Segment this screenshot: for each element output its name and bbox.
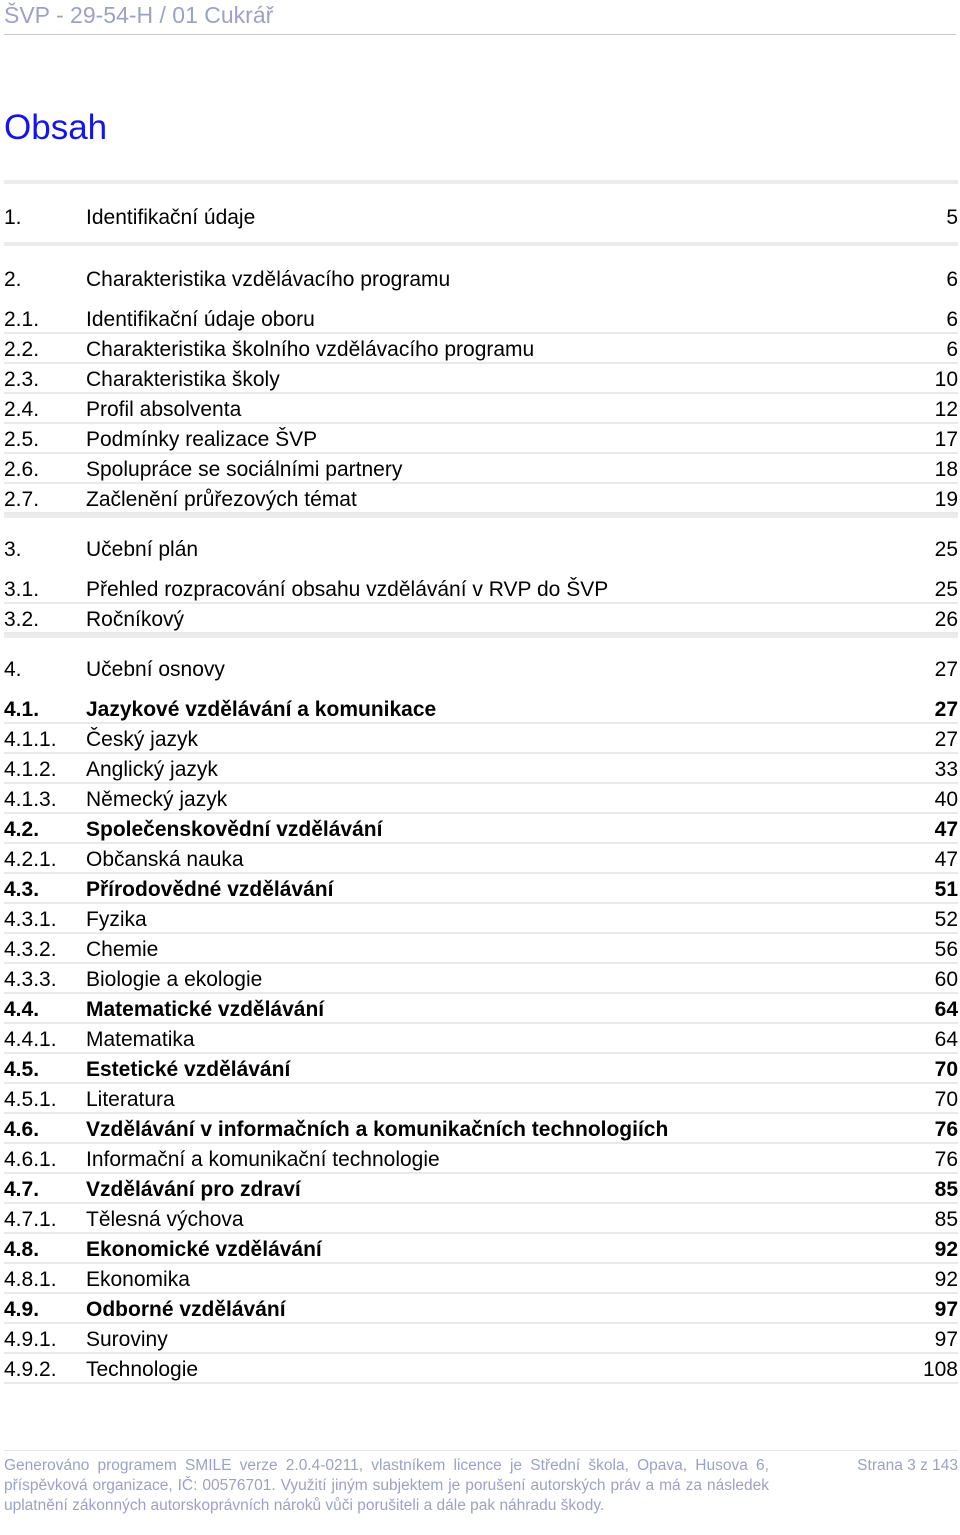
toc-entry[interactable] <box>4 1264 958 1294</box>
toc-entry[interactable] <box>4 242 958 304</box>
toc-entry-page: 6 <box>946 338 958 361</box>
footer-divider <box>4 1450 958 1451</box>
toc-entry-page: 76 <box>934 1118 958 1141</box>
toc-entry-number: 4.2.1. <box>4 848 57 871</box>
toc-entry-page: 51 <box>934 878 958 901</box>
toc-entry-title: Jazykové vzdělávání a komunikace <box>86 698 437 721</box>
toc-entry[interactable] <box>4 694 958 724</box>
toc-entry-number: 3.1. <box>4 578 40 601</box>
toc-entry[interactable] <box>4 1324 958 1354</box>
toc-entry-page: 25 <box>934 538 958 561</box>
toc-entry-page: 52 <box>934 908 958 931</box>
toc-entry-number: 4.9.2. <box>4 1358 57 1381</box>
toc-entry-title: Ročníkový <box>86 608 185 631</box>
toc-entry[interactable] <box>4 844 958 874</box>
toc-entry-number: 4.7.1. <box>4 1208 57 1231</box>
toc-entry-number: 4.9. <box>4 1298 40 1321</box>
toc-entry-number: 4.8. <box>4 1238 40 1261</box>
toc-entry-page: 6 <box>946 268 958 291</box>
toc-entry[interactable] <box>4 1234 958 1264</box>
toc-entry-title: Učební osnovy <box>86 658 225 681</box>
toc-entry-title: Občanská nauka <box>86 848 244 871</box>
toc-entry[interactable] <box>4 874 958 904</box>
toc-entry-title: Spolupráce se sociálními partnery <box>86 458 403 481</box>
toc-entry-number: 2.2. <box>4 338 40 361</box>
toc-entry-page: 85 <box>934 1178 958 1201</box>
footer-page-number: Strana 3 z 143 <box>857 1457 958 1474</box>
toc-entry-title: Chemie <box>86 938 159 961</box>
table-of-contents <box>4 180 958 1384</box>
toc-entry-number: 4.3.1. <box>4 908 57 931</box>
toc-entry-title: Identifikační údaje oboru <box>86 308 315 331</box>
toc-entry-title: Charakteristika školního vzdělávacího programu <box>86 338 535 361</box>
toc-entry-title: Společenskovědní vzdělávání <box>86 818 383 841</box>
toc-entry-number: 4. <box>4 658 22 681</box>
toc-entry-title: Matematické vzdělávání <box>86 998 325 1021</box>
toc-entry-number: 3.2. <box>4 608 40 631</box>
toc-entry-title: Ekonomika <box>86 1268 190 1291</box>
toc-entry[interactable] <box>4 454 958 484</box>
toc-entry-page: 47 <box>934 818 958 841</box>
toc-entry[interactable] <box>4 180 958 242</box>
toc-entry[interactable] <box>4 1294 958 1324</box>
toc-entry-number: 4.1.2. <box>4 758 57 781</box>
toc-entry-page: 27 <box>934 658 958 681</box>
toc-entry-page: 25 <box>934 578 958 601</box>
toc-entry[interactable] <box>4 784 958 814</box>
footer-license-text: Generováno programem SMILE verze 2.0.4-0211, vlastníkem licence je Střední škola, Opava, Husova 6, příspěvková organizace, IČ: 00576701. Využití jiným subjektem je porušení autorských práv a má za následek uplatnění zákonných autorskoprávních nároků vůči porušiteli a dále pak náhradu škody. <box>4 1457 769 1514</box>
toc-entry-title: Podmínky realizace ŠVP <box>86 428 318 451</box>
toc-entry[interactable] <box>4 424 958 454</box>
toc-entry-title: Literatura <box>86 1088 175 1111</box>
toc-entry-number: 2.5. <box>4 428 40 451</box>
header-divider <box>4 34 956 35</box>
toc-entry-title: Charakteristika školy <box>86 368 280 391</box>
toc-entry-title: Německý jazyk <box>86 788 228 811</box>
toc-entry-title: Technologie <box>86 1358 199 1381</box>
toc-entry-page: 70 <box>934 1088 958 1111</box>
toc-entry-title: Identifikační údaje <box>86 206 256 229</box>
toc-entry-number: 4.4. <box>4 998 40 1021</box>
toc-entry-page: 76 <box>934 1148 958 1171</box>
toc-entry[interactable] <box>4 1144 958 1174</box>
toc-entry-title: Fyzika <box>86 908 147 931</box>
toc-entry-page: 56 <box>934 938 958 961</box>
toc-entry-number: 2.1. <box>4 308 40 331</box>
toc-entry-title: Český jazyk <box>86 728 199 751</box>
toc-entry[interactable] <box>4 754 958 784</box>
toc-entry-page: 97 <box>934 1328 958 1351</box>
toc-entry-title: Přehled rozpracování obsahu vzdělávání v RVP do ŠVP <box>86 578 609 601</box>
toc-entry[interactable] <box>4 964 958 994</box>
toc-entry-number: 2.4. <box>4 398 40 421</box>
toc-entry[interactable] <box>4 814 958 844</box>
toc-entry[interactable] <box>4 334 958 364</box>
toc-entry-title: Tělesná výchova <box>86 1208 244 1231</box>
toc-entry-number: 2.3. <box>4 368 40 391</box>
toc-entry-number: 2.7. <box>4 488 40 511</box>
toc-entry-number: 4.1. <box>4 698 40 721</box>
toc-entry-number: 4.4.1. <box>4 1028 57 1051</box>
toc-entry-page: 27 <box>934 728 958 751</box>
toc-entry-title: Odborné vzdělávání <box>86 1298 286 1321</box>
toc-entry[interactable] <box>4 1054 958 1084</box>
toc-entry[interactable] <box>4 994 958 1024</box>
toc-entry-number: 4.5.1. <box>4 1088 57 1111</box>
toc-entry-number: 4.1.3. <box>4 788 57 811</box>
toc-entry[interactable] <box>4 934 958 964</box>
toc-entry-title: Charakteristika vzdělávacího programu <box>86 268 451 291</box>
toc-entry-number: 3. <box>4 538 22 561</box>
toc-entry-number: 4.9.1. <box>4 1328 57 1351</box>
toc-entry[interactable] <box>4 364 958 394</box>
toc-entry-title: Suroviny <box>86 1328 168 1351</box>
toc-entry-number: 4.2. <box>4 818 40 841</box>
toc-entry-page: 27 <box>934 698 958 721</box>
page-footer <box>4 1456 958 1516</box>
toc-entry-title: Informační a komunikační technologie <box>86 1148 440 1171</box>
toc-entry-title: Ekonomické vzdělávání <box>86 1238 322 1261</box>
toc-entry[interactable] <box>4 304 958 334</box>
toc-entry-number: 4.1.1. <box>4 728 57 751</box>
toc-entry-title: Biologie a ekologie <box>86 968 263 991</box>
toc-entry-number: 2. <box>4 268 22 291</box>
toc-entry[interactable] <box>4 514 958 574</box>
toc-entry[interactable] <box>4 1174 958 1204</box>
toc-entry-page: 5 <box>946 206 958 229</box>
toc-entry-title: Vzdělávání v informačních a komunikačních technologiích <box>86 1118 669 1141</box>
toc-entry-page: 108 <box>922 1358 958 1381</box>
toc-entry[interactable] <box>4 394 958 424</box>
toc-entry-number: 4.6.1. <box>4 1148 57 1171</box>
toc-entry[interactable] <box>4 1114 958 1144</box>
document-header-title: ŠVP - 29-54-H / 01 Cukrář <box>4 2 274 28</box>
toc-entry-page: 85 <box>934 1208 958 1231</box>
toc-entry-page: 18 <box>934 458 958 481</box>
toc-entry-page: 19 <box>934 488 958 511</box>
toc-entry[interactable] <box>4 724 958 754</box>
toc-entry[interactable] <box>4 484 958 514</box>
toc-entry-number: 4.3.2. <box>4 938 57 961</box>
page-title: Obsah <box>4 108 108 147</box>
toc-entry[interactable] <box>4 1354 958 1384</box>
toc-entry[interactable] <box>4 1204 958 1234</box>
toc-entry-number: 4.7. <box>4 1178 40 1201</box>
toc-entry[interactable] <box>4 634 958 694</box>
toc-entry-page: 33 <box>934 758 958 781</box>
toc-entry-page: 97 <box>934 1298 958 1321</box>
toc-entry-title: Učební plán <box>86 538 199 561</box>
toc-entry[interactable] <box>4 904 958 934</box>
toc-entry-page: 12 <box>934 398 958 421</box>
toc-entry-page: 6 <box>946 308 958 331</box>
toc-entry-title: Estetické vzdělávání <box>86 1058 291 1081</box>
toc-entry-title: Přírodovědné vzdělávání <box>86 878 334 901</box>
toc-entry-page: 70 <box>934 1058 958 1081</box>
toc-entry-page: 10 <box>934 368 958 391</box>
toc-entry-number: 4.6. <box>4 1118 40 1141</box>
toc-entry-title: Začlenění průřezových témat <box>86 488 357 511</box>
toc-entry-number: 4.8.1. <box>4 1268 57 1291</box>
toc-entry[interactable] <box>4 1084 958 1114</box>
toc-entry-number: 4.5. <box>4 1058 40 1081</box>
toc-entry[interactable] <box>4 604 958 634</box>
toc-entry-page: 26 <box>934 608 958 631</box>
toc-entry[interactable] <box>4 1024 958 1054</box>
toc-entry-title: Vzdělávání pro zdraví <box>86 1178 301 1201</box>
toc-entry-number: 4.3.3. <box>4 968 57 991</box>
toc-entry-number: 1. <box>4 206 22 229</box>
toc-entry-page: 47 <box>934 848 958 871</box>
toc-entry-page: 92 <box>934 1238 958 1261</box>
toc-entry-page: 60 <box>934 968 958 991</box>
toc-entry[interactable] <box>4 574 958 604</box>
toc-entry-title: Anglický jazyk <box>86 758 218 781</box>
toc-entry-number: 4.3. <box>4 878 40 901</box>
toc-entry-page: 64 <box>934 1028 958 1051</box>
toc-entry-title: Matematika <box>86 1028 195 1051</box>
toc-entry-number: 2.6. <box>4 458 40 481</box>
toc-entry-title: Profil absolventa <box>86 398 242 421</box>
toc-entry-page: 40 <box>934 788 958 811</box>
toc-entry-page: 17 <box>934 428 958 451</box>
toc-entry-page: 92 <box>934 1268 958 1291</box>
toc-entry-page: 64 <box>934 998 958 1021</box>
